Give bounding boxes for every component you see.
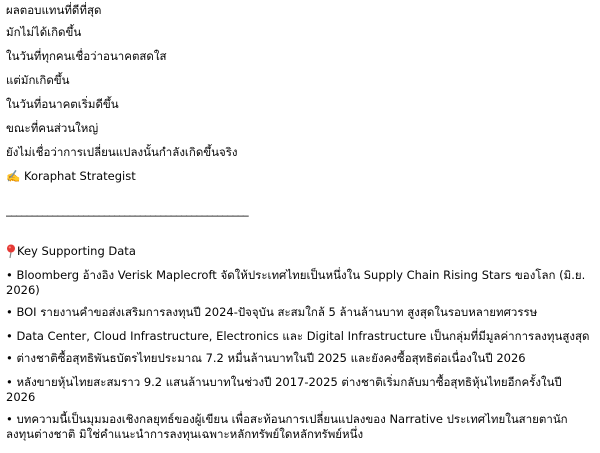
post-body (6, 0, 594, 449)
list-item: • ต่างชาติซื้อสุทธิพันธบัตรไทยประมาณ 7.2 หมื่นล้านบาทในปี 2025 และยังคงซื้อสุทธิต่อเนื่องในปี 2026 (6, 351, 526, 365)
poem-line-1: ผลตอบแทนที่ดีที่สุด (6, 3, 102, 17)
list-item: • Bloomberg อ้างอิง Verisk Maplecroft จัดให้ประเทศไทยเป็นหนึ่งใน Supply Chain Rising Stars ของโลก (มิ.ย. 2026) (6, 268, 586, 297)
poem-line-6: ขณะที่คนส่วนใหญ่ (6, 121, 99, 135)
author-signature: ✍️ Koraphat Strategist (6, 169, 136, 183)
list-item: • หลังขายหุ้นไทยสะสมราว 9.2 แสนล้านบาทในช่วงปี 2017-2025 ต่างชาติเริ่มกลับมาซื้อสุทธิหุ้นไทยอีกครั้งในปี 2026 (6, 375, 562, 404)
poem-line-4: แต่มักเกิดขึ้น (6, 73, 70, 87)
section-heading-text: Key Supporting Data (17, 244, 136, 258)
poem-line-7: ยังไม่เชื่อว่าการเปลี่ยนแปลงนั้นกำลังเกิดขึ้นจริง (6, 145, 238, 159)
section-heading (6, 244, 594, 268)
list-item: • บทความนี้เป็นมุมมองเชิงกลยุทธ์ของผู้เขียน เพื่อสะท้อนการเปลี่ยนแปลงของ Narrative ประเทศไทยในสายตานักลงทุนต่างชาติ มิใช่คำแนะนำการลงทุนเฉพาะหลักทรัพย์ใดหลักทรัพย์หนึ่ง (6, 412, 568, 441)
list-item: • Data Center, Cloud Infrastructure, Electronics และ Digital Infrastructure เป็นกลุ่มที่มีมูลค่าการลงทุนสูงสุด (6, 329, 590, 343)
intro-poem (6, 0, 594, 169)
supporting-data-list (6, 268, 594, 442)
divider-line: _______________________________________________ (6, 202, 249, 217)
list-item: • BOI รายงานคำขอส่งเสริมการลงทุนปี 2024-ปัจจุบัน สะสมใกล้ 5 ล้านล้านบาท สูงสุดในรอบหลายทศวรรษ (6, 305, 538, 319)
poem-line-5: ในวันที่อนาคตเริ่มดีขึ้น (6, 97, 119, 111)
round-pushpin-icon (6, 244, 16, 258)
poem-line-3: ในวันที่ทุกคนเชื่อว่าอนาคตสดใส (6, 49, 167, 63)
poem-line-2: มักไม่ได้เกิดขึ้น (6, 25, 82, 39)
